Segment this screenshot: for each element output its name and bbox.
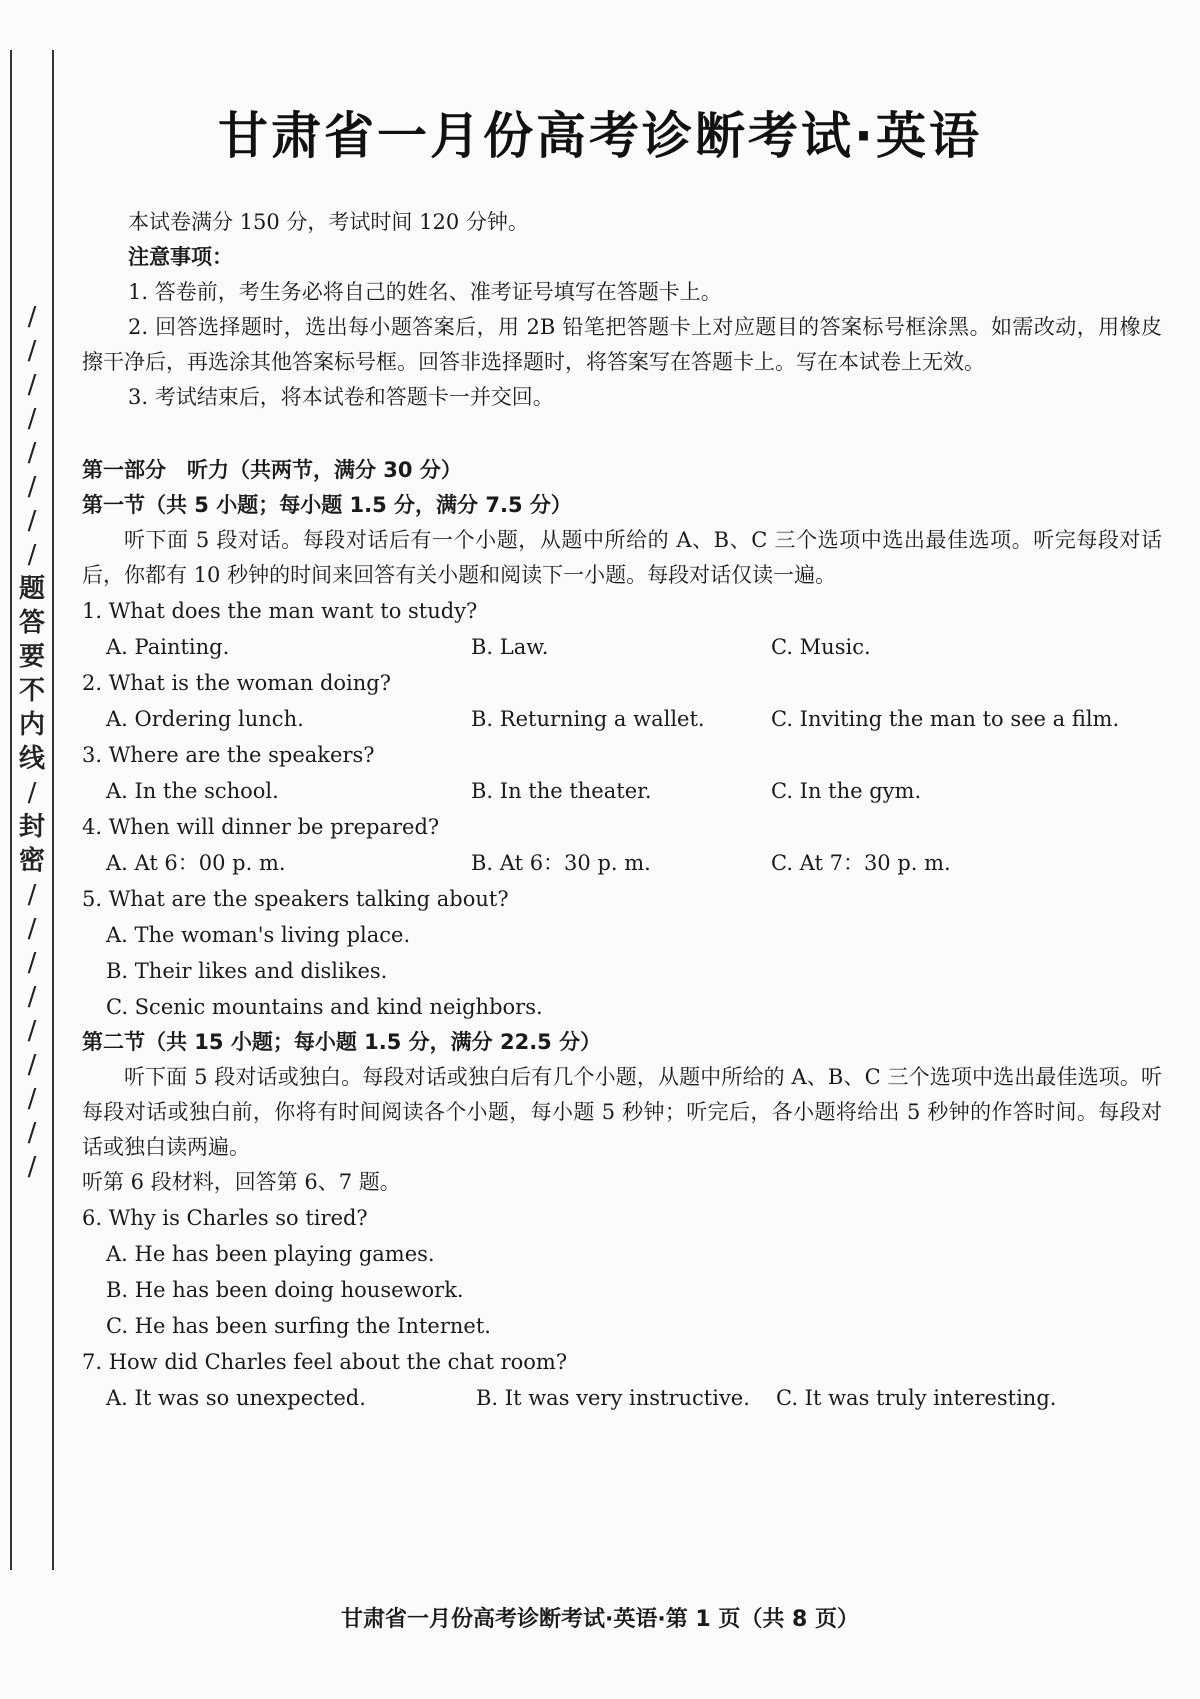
option-b: B. He has been doing housework.	[106, 1278, 464, 1302]
question-stem: 5. What are the speakers talking about?	[82, 887, 509, 911]
question-stem: 1. What does the man want to study?	[82, 599, 478, 623]
binding-rule-outer	[10, 50, 12, 1570]
option-b: B. Their likes and dislikes.	[106, 959, 388, 983]
intro-text: 本试卷满分 150 分，考试时间 120 分钟。	[128, 210, 529, 234]
option-c: C. In the gym.	[771, 779, 922, 803]
question-stem: 4. When will dinner be prepared?	[82, 815, 440, 839]
option-b: B. Returning a wallet.	[471, 707, 705, 731]
notice-item: 1. 答卷前，考生务必将自己的姓名、准考证号填写在答题卡上。	[128, 280, 722, 304]
binding-rule-inner	[52, 50, 54, 1570]
notice-heading: 注意事项：	[128, 245, 233, 269]
question-options	[82, 701, 1162, 737]
option-b: B. At 6：30 p. m.	[471, 851, 651, 875]
binding-char: 不	[18, 676, 45, 706]
section1-heading: 第一节（共 5 小题；每小题 1.5 分，满分 7.5 分）	[82, 493, 572, 517]
binding-char: 线	[18, 744, 45, 774]
question-options	[82, 1380, 1162, 1416]
option-c: C. It was truly interesting.	[776, 1386, 1057, 1410]
option-a: A. It was so unexpected.	[106, 1386, 366, 1410]
question-stem: 2. What is the woman doing?	[82, 671, 391, 695]
option-a: A. He has been playing games.	[106, 1242, 435, 1266]
notice-item: 3. 考试结束后，将本试卷和答题卡一并交回。	[128, 385, 554, 409]
binding-char: 答	[18, 608, 45, 638]
option-b: B. It was very instructive.	[476, 1386, 750, 1410]
binding-char: 封	[18, 812, 45, 842]
option-c: C. Music.	[771, 635, 871, 659]
option-b: B. Law.	[471, 635, 549, 659]
question-stem: 7. How did Charles feel about the chat room?	[82, 1350, 568, 1374]
section2-instructions: 听下面 5 段对话或独白。每段对话或独白后有几个小题，从题中所给的 A、B、C 三个选项中选出最佳选项。听每段对话或独白前，你将有时间阅读各个小题，每小题 5 秒钟；听完后，各小题将给出 5 秒钟的作答时间。每段对话或独白读两遍。	[82, 1065, 1162, 1159]
part1-heading: 第一部分 听力（共两节，满分 30 分）	[82, 458, 462, 482]
notice-item: 2. 回答选择题时，选出每小题答案后，用 2B 铅笔把答题卡上对应题目的答案标号框涂黑。如需改动，用橡皮擦干净后，再选涂其他答案标号框。回答非选择题时，将答案写在答题卡上。写在本试卷上无效。	[82, 315, 1162, 374]
question-stem: 6. Why is Charles so tired?	[82, 1206, 368, 1230]
question-options	[82, 629, 1162, 665]
binding-char: 内	[18, 710, 45, 740]
option-c: C. At 7：30 p. m.	[771, 851, 951, 875]
section2-heading: 第二节（共 15 小题；每小题 1.5 分，满分 22.5 分）	[82, 1030, 602, 1054]
material-note: 听第 6 段材料，回答第 6、7 题。	[82, 1170, 401, 1194]
option-a: A. Painting.	[106, 635, 230, 659]
question-options	[82, 845, 1162, 881]
option-c: C. He has been surfing the Internet.	[106, 1314, 491, 1338]
option-a: A. The woman's living place.	[106, 923, 411, 947]
option-b: B. In the theater.	[471, 779, 652, 803]
exam-content	[82, 205, 1162, 1416]
binding-char: 题	[18, 574, 45, 604]
option-c: C. Scenic mountains and kind neighbors.	[106, 995, 543, 1019]
binding-char: 要	[18, 642, 45, 672]
question-options	[82, 773, 1162, 809]
option-a: A. In the school.	[106, 779, 279, 803]
exam-title: 甘肃省一月份高考诊断考试·英语	[218, 107, 982, 165]
option-a: A. Ordering lunch.	[106, 707, 304, 731]
binding-margin: / / / / / / / / 题 答 要 不 内 线 / 封 密 / / / / / / / / /	[14, 300, 50, 1184]
section1-instructions: 听下面 5 段对话。每段对话后有一个小题，从题中所给的 A、B、C 三个选项中选出最佳选项。听完每段对话后，你都有 10 秒钟的时间来回答有关小题和阅读下一小题。每段对话仅读一遍。	[82, 528, 1162, 587]
option-a: A. At 6：00 p. m.	[106, 851, 286, 875]
option-c: C. Inviting the man to see a film.	[771, 707, 1120, 731]
page-footer: 甘肃省一月份高考诊断考试·英语·第 1 页（共 8 页）	[341, 1607, 859, 1632]
binding-char: 密	[18, 846, 45, 876]
question-stem: 3. Where are the speakers?	[82, 743, 375, 767]
